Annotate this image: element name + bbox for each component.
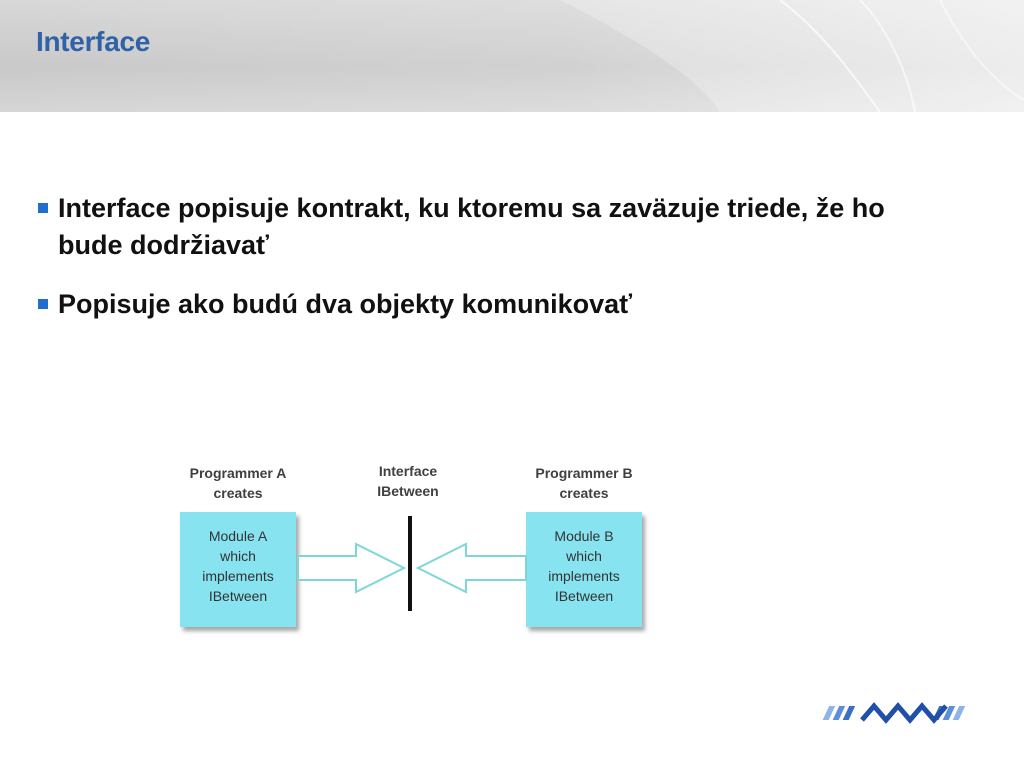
programmer-b-label: Programmer B creates	[535, 465, 633, 501]
bullet-text: Interface popisuje kontrakt, ku ktoremu sa zaväzuje triede, že ho bude dodržiavať	[58, 193, 885, 260]
bullet-text: Popisuje ako budú dva objekty komunikovať	[58, 289, 633, 319]
brand-logo	[812, 700, 982, 730]
bullet-item	[36, 286, 936, 323]
left-arrow-icon	[418, 544, 526, 592]
diagram-connectors	[170, 455, 660, 645]
slide-title: Interface	[36, 26, 151, 57]
header-decoration	[0, 0, 1024, 112]
programmer-a-label: Programmer A creates	[189, 465, 287, 501]
interface-bar	[408, 516, 412, 611]
module-a-text: Module A which implements IBetween	[202, 528, 274, 604]
module-b-text: Module B which implements IBetween	[548, 528, 620, 604]
bullet-square-icon	[38, 203, 48, 213]
bullet-list	[36, 190, 936, 345]
bullet-square-icon	[38, 299, 48, 309]
interface-label: Interface IBetween	[377, 463, 439, 499]
header-band	[0, 0, 1024, 112]
bullet-item	[36, 190, 936, 264]
interface-diagram	[170, 455, 660, 645]
right-arrow-icon	[298, 544, 404, 592]
